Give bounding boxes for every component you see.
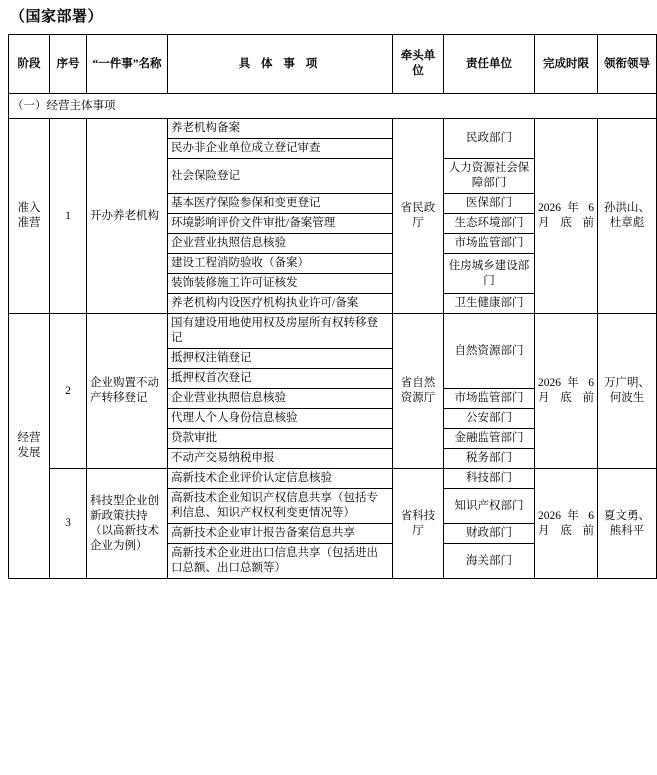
resp-cell: 海关部门 xyxy=(444,544,535,579)
column-header-exec: 领衔领导 xyxy=(598,35,657,94)
item-cell: 高新技术企业进出口信息共享（包括进出口总额、出口总额等） xyxy=(168,544,393,579)
task-matrix-table xyxy=(8,34,657,579)
item-cell: 高新技术企业评价认定信息核验 xyxy=(168,469,393,489)
resp-cell: 医保部门 xyxy=(444,194,535,214)
row-name-3: 科技型企业创新政策扶持（以高新技术企业为例） xyxy=(87,469,168,579)
item-cell: 贷款审批 xyxy=(168,429,393,449)
item-cell: 不动产交易纳税申报 xyxy=(168,449,393,469)
resp-cell: 住房城乡建设部门 xyxy=(444,254,535,294)
row-exec-2: 万广明、何波生 xyxy=(598,314,657,469)
table-row xyxy=(9,314,657,349)
row-no-2: 2 xyxy=(50,314,87,469)
table-header-row xyxy=(9,35,657,94)
stage-cell-1: 准入准营 xyxy=(9,119,50,314)
section-label: （一）经营主体事项 xyxy=(9,94,657,119)
table-header xyxy=(9,35,657,94)
column-header-no: 序号 xyxy=(50,35,87,94)
resp-cell: 市场监管部门 xyxy=(444,389,535,409)
resp-cell: 民政部门 xyxy=(444,119,535,159)
row-lead-3: 省科技厅 xyxy=(393,469,444,579)
row-name-1: 开办养老机构 xyxy=(87,119,168,314)
item-cell: 装饰装修施工许可证核发 xyxy=(168,274,393,294)
item-cell: 建设工程消防验收（备案） xyxy=(168,254,393,274)
row-lead-2: 省自然资源厅 xyxy=(393,314,444,469)
column-header-name: “一件事”名称 xyxy=(87,35,168,94)
table-body xyxy=(9,94,657,579)
column-header-items: 具 体 事 项 xyxy=(168,35,393,94)
item-cell: 国有建设用地使用权及房屋所有权转移登记 xyxy=(168,314,393,349)
resp-cell: 知识产权部门 xyxy=(444,489,535,524)
column-header-lead: 牵头单位 xyxy=(393,35,444,94)
resp-cell: 生态环境部门 xyxy=(444,214,535,234)
resp-cell: 卫生健康部门 xyxy=(444,294,535,314)
table-row xyxy=(9,469,657,489)
resp-cell: 科技部门 xyxy=(444,469,535,489)
row-lead-1: 省民政厅 xyxy=(393,119,444,314)
item-cell: 高新技术企业知识产权信息共享（包括专利信息、知识产权权利变更情况等） xyxy=(168,489,393,524)
column-header-stage: 阶段 xyxy=(9,35,50,94)
item-cell: 企业营业执照信息核验 xyxy=(168,234,393,254)
row-due-1: 2026 年 6 月底前 xyxy=(535,119,598,314)
stage-cell-2: 经营发展 xyxy=(9,314,50,579)
table-row xyxy=(9,119,657,139)
item-cell: 养老机构内设医疗机构执业许可/备案 xyxy=(168,294,393,314)
row-no-1: 1 xyxy=(50,119,87,314)
resp-cell: 财政部门 xyxy=(444,524,535,544)
item-cell: 抵押权首次登记 xyxy=(168,369,393,389)
item-cell: 基本医疗保险参保和变更登记 xyxy=(168,194,393,214)
row-due-2: 2026 年 6 月底前 xyxy=(535,314,598,469)
item-cell: 养老机构备案 xyxy=(168,119,393,139)
resp-cell: 自然资源部门 xyxy=(444,314,535,389)
item-cell: 民办非企业单位成立登记审查 xyxy=(168,139,393,159)
item-cell: 抵押权注销登记 xyxy=(168,349,393,369)
section-header-row xyxy=(9,94,657,119)
row-exec-3: 夏文勇、熊科平 xyxy=(598,469,657,579)
column-header-due: 完成时限 xyxy=(535,35,598,94)
item-cell: 高新技术企业审计报告备案信息共享 xyxy=(168,524,393,544)
resp-cell: 人力资源社会保障部门 xyxy=(444,159,535,194)
resp-cell: 公安部门 xyxy=(444,409,535,429)
resp-cell: 金融监管部门 xyxy=(444,429,535,449)
item-cell: 环境影响评价文件审批/备案管理 xyxy=(168,214,393,234)
row-due-3: 2026 年 6 月底前 xyxy=(535,469,598,579)
item-cell: 企业营业执照信息核验 xyxy=(168,389,393,409)
row-no-3: 3 xyxy=(50,469,87,579)
row-name-2: 企业购置不动产转移登记 xyxy=(87,314,168,469)
item-cell: 代理人个人身份信息核验 xyxy=(168,409,393,429)
page-title: （国家部署） xyxy=(10,9,104,25)
resp-cell: 市场监管部门 xyxy=(444,234,535,254)
resp-cell: 税务部门 xyxy=(444,449,535,469)
item-cell: 社会保险登记 xyxy=(168,159,393,194)
row-exec-1: 孙洪山、杜章彪 xyxy=(598,119,657,314)
column-header-resp: 责任单位 xyxy=(444,35,535,94)
